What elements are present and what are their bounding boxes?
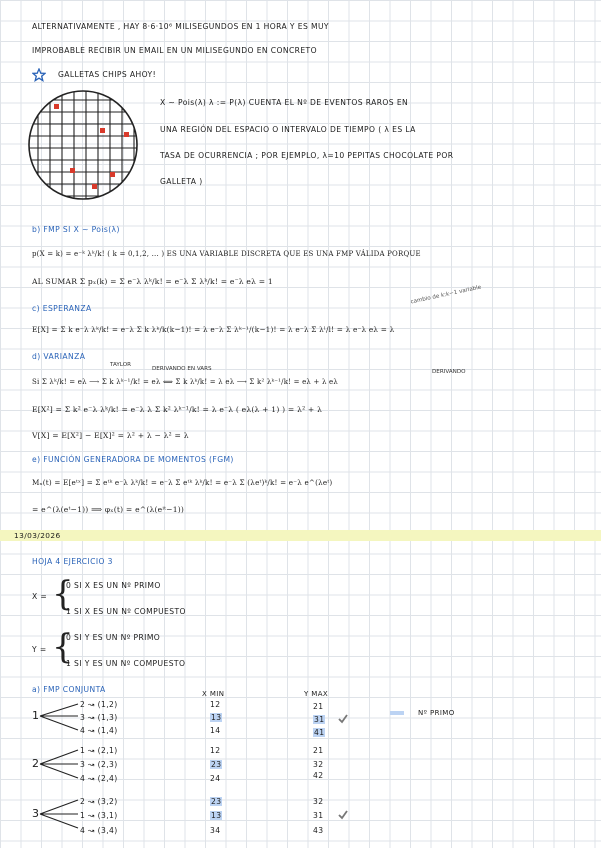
desc-line-2: UNA REGIÓN DEL ESPACIO O INTERVALO DE TIEMPO ( λ ES LA [160,125,416,134]
tree-pair: 3 ↝ (1,3) [80,713,118,722]
date-label: 13/03/2026 [14,531,61,540]
min-value: 24 [210,774,221,783]
max-value: 31 [314,715,325,724]
min-value: 13 [211,713,222,722]
max-value: 43 [313,826,324,835]
y-brace: { [52,627,74,667]
fmp-line-1: p(X = k) = e⁻ᵏ λᵏ/k! ( k = 0,1,2, ... ) ES UNA VARIABLE DISCRETA QUE ES UNA FMP VÁLIDA PORQUE [32,250,421,258]
desc-line-4: GALLETA ) [160,177,203,186]
desc-line-3: TASA DE OCURRENCIA ; POR EJEMPLO, λ=10 PEPITAS CHOCOLATE POR [160,151,454,160]
intro-line-1: ALTERNATIVAMENTE , HAY 8·6·10⁶ MILISEGUNDOS EN 1 HORA Y ES MUY [32,22,329,31]
min-value: 12 [210,700,221,709]
max-value: 31 [313,811,324,820]
tree-pair: 4 ↝ (2,4) [80,774,118,783]
varianza-line-1: Si Σ λᵏ/k! = eλ ⟶ Σ k λᵏ⁻¹/k! = eλ ⟺ Σ k λᵏ/k! = λ eλ ⟶ Σ k² λᵏ⁻¹/k! = eλ + λ eλ [32,378,339,386]
col-min-header: X MIN [202,690,225,698]
desc-line-1: X ~ Pois(λ) λ := P(λ) CUENTA EL Nº DE EVENTOS RAROS EN [160,98,409,107]
esperanza-line: E[X] = Σ k e⁻λ λᵏ/k! = e⁻λ Σ k λᵏ/k(k−1)! = λ e⁻λ Σ λᵏ⁻¹/(k−1)! = λ e⁻λ Σ λˡ/l! = λ e⁻λ eλ = λ [32,325,395,334]
max-value: 42 [313,771,324,780]
varianza-line-2: E[X²] = Σ k² e⁻λ λᵏ/k! = e⁻λ λ Σ k² λᵏ⁻¹/k! = λ e⁻λ ( eλ(λ + 1) ) = λ² + λ [32,405,323,414]
varianza-header: d) VARIANZA [32,352,86,361]
x-case-1: 1 SI X ES UN Nº COMPUESTO [66,607,186,616]
x-case-0: 0 SI X ES UN Nº PRIMO [66,581,161,590]
hoja-title: HOJA 4 EJERCICIO 3 [32,557,113,566]
y-case-0: 0 SI Y ES UN Nº PRIMO [66,633,161,642]
min-value: 34 [210,826,221,835]
max-value: 41 [314,728,325,737]
check-icon [337,806,349,825]
fmp-header: b) FMP SI X ~ Pois(λ) [32,225,120,234]
intro-line-2: IMPROBABLE RECIBIR UN EMAIL EN UN MILISEGUNDO EN CONCRETO [32,46,317,55]
note-derivando: DERIVANDO EN VARS [152,366,212,372]
min-value: 14 [210,726,221,735]
tree-pair: 2 ↝ (1,2) [80,700,118,709]
max-value: 21 [313,746,324,755]
tree-first-2: 2 [32,757,40,770]
tree-pair: 3 ↝ (2,3) [80,760,118,769]
note-taylor: TAYLOR [110,362,131,368]
fgm-line-2: = e^(λ(eᵗ−1)) ⟹ φₓ(t) = e^(λ(eⁱᵗ−1)) [32,505,185,514]
legend-label: Nº PRIMO [418,709,455,717]
fgm-header: e) FUNCIÓN GENERADORA DE MOMENTOS (FGM) [32,455,234,464]
tree-pair: 1 ↝ (2,1) [80,746,118,755]
tree-pair: 2 ↝ (3,2) [80,797,118,806]
esperanza-note: cambio de k:k−1 variable [410,284,482,306]
max-value: 32 [313,797,324,806]
varianza-line-3: V[X] = E[X²] − E[X]² = λ² + λ − λ² = λ [32,431,189,440]
min-value: 13 [211,811,222,820]
min-value: 23 [211,760,222,769]
tree-pair: 1 ↝ (3,1) [80,811,118,820]
check-icon [337,710,349,729]
min-value: 23 [211,797,222,806]
fmp-conjunta-header: a) FMP CONJUNTA [32,685,106,694]
max-value: 32 [313,760,324,769]
fmp-line-2: AL SUMAR Σ pₓ(k) = Σ e⁻λ λᵏ/k! = e⁻λ Σ λᵏ/k! = e⁻λ eλ = 1 [32,277,273,286]
x-brace: { [52,574,74,614]
tree-pair: 4 ↝ (1,4) [80,726,118,735]
fgm-line-1: Mₓ(t) = E[eᵗˣ] = Σ eᵗᵏ e⁻λ λᵏ/k! = e⁻λ Σ eᵗᵏ λᵏ/k! = e⁻λ Σ (λeᵗ)ᵏ/k! = e⁻λ e^(λeᵗ) [32,478,333,487]
tree-first-1: 1 [32,709,40,722]
example-title: GALLETAS CHIPS AHOY! [58,70,157,79]
tree-pair: 4 ↝ (3,4) [80,826,118,835]
col-max-header: Y MAX [304,690,329,698]
x-label: X = [32,592,48,601]
min-value: 12 [210,746,221,755]
max-value: 21 [313,702,324,711]
y-label: Y = [32,645,47,654]
tree-first-3: 3 [32,807,40,820]
esperanza-header: c) ESPERANZA [32,304,92,313]
y-case-1: 1 SI Y ES UN Nº COMPUESTO [66,659,186,668]
note-derivando-2: DERIVANDO [432,369,466,375]
